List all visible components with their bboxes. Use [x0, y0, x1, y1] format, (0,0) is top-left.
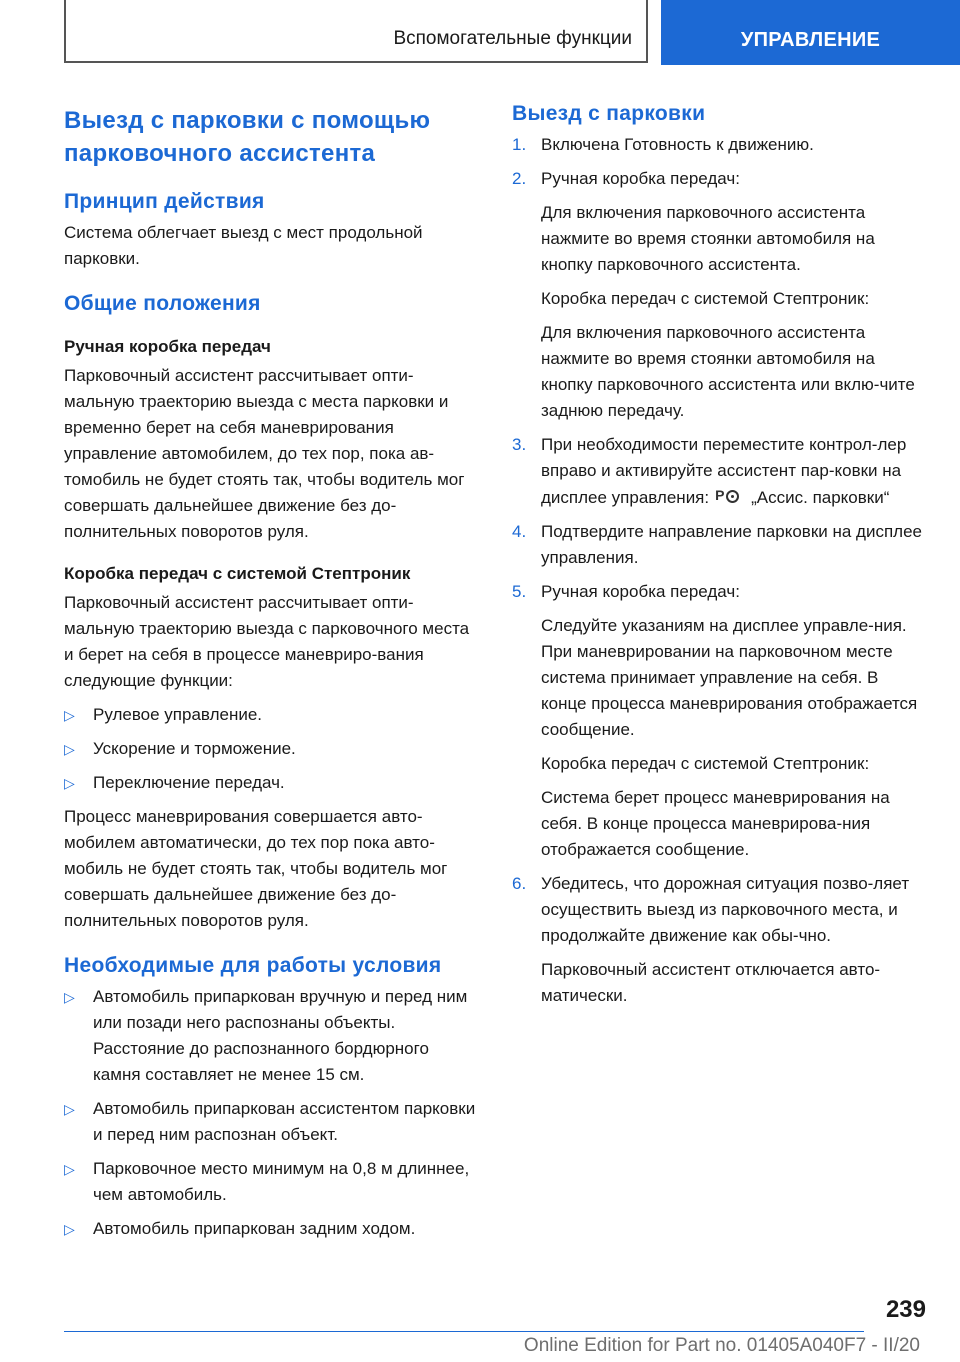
principle-heading: Принцип действия: [64, 190, 265, 213]
page-number: 239: [885, 1296, 926, 1323]
condition-item: ▷ Автомобиль припаркован ассистентом парковки и перед ним распознан объект.: [64, 1096, 478, 1148]
bullet-arrow-icon: ▷: [64, 1161, 75, 1177]
park-assist-icon: P: [715, 484, 743, 508]
step-number: 6.: [512, 874, 527, 893]
header-title-box: [64, 0, 648, 63]
bullet-arrow-icon: ▷: [64, 989, 75, 1005]
left-column: [64, 100, 478, 1250]
manual-gearbox-text: Парковочный ассистент рассчитывает опти-мальную траекторию выезда с места парковки и временно берет на себя маневрирования управление автомобилем, до тех пор, пока ав-томобиль не будет стоять так, чтобы водитель мог совершать дальнейшее движение без до-полнительных поворотов руля.: [64, 366, 465, 541]
header-title: Вспомогательные функции: [393, 28, 632, 49]
footer-divider: [64, 1331, 864, 1332]
step-2: 2. Ручная коробка передач:: [512, 166, 926, 192]
bullet-arrow-icon: ▷: [64, 707, 75, 723]
step-2-text: Для включения парковочного ассистента нажмите во время стоянки автомобиля на кнопку парковочного ассистента или вклю-чите заднюю передачу.: [541, 323, 915, 420]
function-item: ▷ Рулевое управление.: [64, 702, 478, 728]
condition-item: ▷ Парковочное место минимум на 0,8 м длиннее, чем автомобиль.: [64, 1156, 478, 1208]
footer-edition: Online Edition for Part no. 01405A040F7 - II/20: [523, 1335, 920, 1356]
step-2-text: Для включения парковочного ассистента нажмите во время стоянки автомобиля на кнопку парковочного ассистента.: [541, 203, 875, 274]
bullet-arrow-icon: ▷: [64, 775, 75, 791]
step-number: 2.: [512, 169, 527, 188]
step-number: 1.: [512, 135, 527, 154]
condition-item: ▷ Автомобиль припаркован задним ходом.: [64, 1216, 478, 1242]
bullet-arrow-icon: ▷: [64, 1101, 75, 1117]
step-3: 3. При необходимости переместите контрол-лер вправо и активируйте ассистент пар-ковки на дисплее управления: P „Ассис. парковки“: [512, 432, 926, 511]
page-header: [0, 0, 960, 66]
step-number: 3.: [512, 435, 527, 454]
step-1: 1. Включена Готовность к движению.: [512, 132, 926, 158]
exit-parking-heading: Выезд с парковки: [512, 102, 706, 125]
condition-item: ▷ Автомобиль припаркован вручную и перед ним или позади него распознаны объекты. Расстояние до распознанного бордюрного камня составляет не менее 15 см.: [64, 984, 478, 1088]
bullet-arrow-icon: ▷: [64, 1221, 75, 1237]
step-5-text: Коробка передач с системой Стептроник:: [541, 754, 870, 773]
steptronic-heading: Коробка передач с системой Стептроник: [64, 564, 411, 583]
function-item: ▷ Переключение передач.: [64, 770, 478, 796]
steptronic-text: Парковочный ассистент рассчитывает опти-мальную траекторию выезда с парковочного места и берет на себя в процессе маневриро-вания следующие функции:: [64, 593, 470, 690]
step-4: 4. Подтвердите направление парковки на дисплее управления.: [512, 519, 926, 571]
step-number: 4.: [512, 522, 527, 541]
principle-text: Система облегчает выезд с мест продольной парковки.: [64, 223, 423, 268]
step-5-text: Следуйте указаниям на дисплее управле-ния. При маневрировании на парковочном месте система принимает управление на себя. В конце процесса маневрирования отображается сообщение.: [541, 616, 918, 739]
step-2-text: Коробка передач с системой Стептроник:: [541, 289, 870, 308]
bullet-arrow-icon: ▷: [64, 741, 75, 757]
step-5: 5. Ручная коробка передач:: [512, 579, 926, 605]
header-section-label: УПРАВЛЕНИЕ: [740, 29, 881, 51]
step-number: 5.: [512, 582, 527, 601]
step-6-text: Парковочный ассистент отключается авто-матически.: [541, 960, 881, 1005]
page-title: Выезд с парковки с помощью парковочного ассистента: [64, 107, 431, 167]
header-section-tab: [661, 0, 960, 65]
process-text: Процесс маневрирования совершается авто-мобилем автоматически, до тех пор пока авто-мобиль не будет стоять так, чтобы водитель мог совершать дальнейшее движение без до-полнительных поворотов руля.: [64, 807, 448, 930]
right-column: [512, 100, 926, 1017]
step-5-text: Система берет процесс маневрирования на себя. В конце процесса маневрирова-ния отображается сообщение.: [541, 788, 890, 859]
conditions-heading: Необходимые для работы условия: [64, 954, 442, 977]
function-item: ▷ Ускорение и торможение.: [64, 736, 478, 762]
manual-gearbox-heading: Ручная коробка передач: [64, 337, 271, 356]
general-heading: Общие положения: [64, 292, 261, 315]
step-6: 6. Убедитесь, что дорожная ситуация позво-ляет осуществить выезд из парковочного места, и продолжайте движение как обы-чно.: [512, 871, 926, 949]
